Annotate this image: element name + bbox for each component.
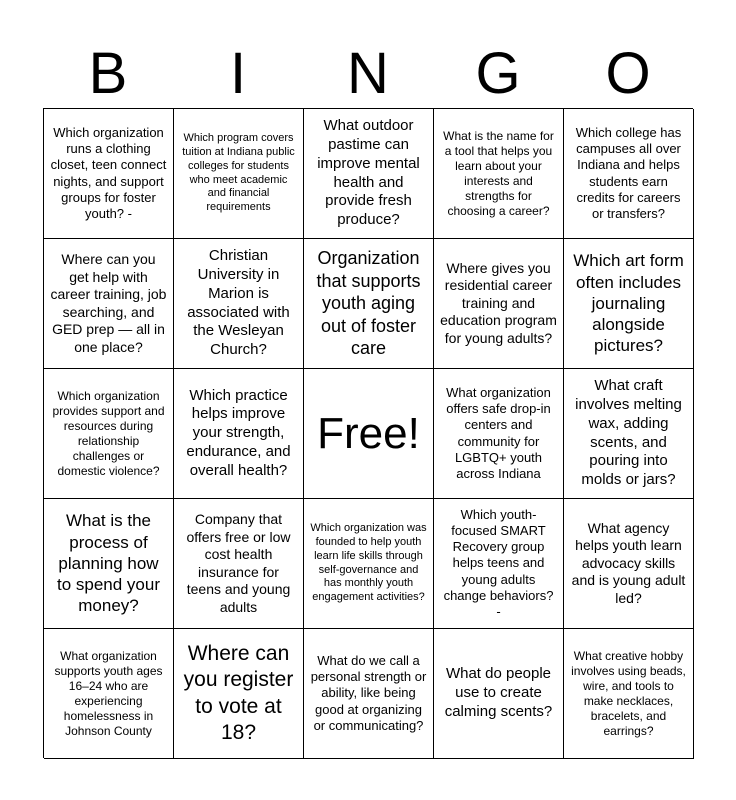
header-letter-n: N — [347, 41, 389, 106]
cell-text: Which organization provides support and resources during relationship challenges or domestic violence? — [52, 388, 165, 478]
cell-text: Which organization was founded to help youth learn life skills through self-governance and has monthly youth engagement activities? — [310, 522, 427, 603]
bingo-cell-r4c5[interactable] — [564, 499, 694, 629]
header-letter-g: G — [475, 41, 521, 106]
cell-text: Which art form often includes journaling alongside pictures? — [573, 251, 684, 356]
cell-text: Which practice helps improve your strength, endurance, and overall health? — [186, 386, 291, 479]
free-space-label: Free! — [317, 408, 420, 458]
bingo-cell-r5c3[interactable] — [304, 629, 434, 759]
cell-text: Which organization runs a clothing closet, teen connect nights, and support groups for foster youth? - — [50, 124, 167, 221]
cell-text: Which program covers tuition at Indiana public colleges for students who meet academic and financial requirements — [182, 132, 295, 213]
bingo-cell-r5c5[interactable] — [564, 629, 694, 759]
bingo-cell-r3c1[interactable] — [44, 369, 174, 499]
bingo-cell-r3c2[interactable] — [174, 369, 304, 499]
bingo-cell-r5c4[interactable] — [434, 629, 564, 759]
bingo-cell-r1c1[interactable] — [44, 109, 174, 239]
cell-text: What organization supports youth ages 16–24 who are experiencing homelessness in Johnson County — [54, 648, 163, 738]
cell-text: What craft involves melting wax, adding scents, and pouring into molds or jars? — [575, 377, 682, 488]
cell-text: Which youth-focused SMART Recovery group helps teens and young adults change behaviors? - — [443, 506, 554, 620]
bingo-cell-r2c1[interactable] — [44, 239, 174, 369]
bingo-cell-r5c1[interactable] — [44, 629, 174, 759]
bingo-cell-r2c3[interactable] — [304, 239, 434, 369]
bingo-cell-r5c2[interactable] — [174, 629, 304, 759]
bingo-cell-r1c2[interactable] — [174, 109, 304, 239]
cell-text: What creative hobby involves using beads, wire, and tools to make necklaces, bracelets, and earrings? — [571, 648, 686, 738]
cell-text: What outdoor pastime can improve mental health and provide fresh produce? — [317, 117, 420, 228]
cell-text: What is the name for a tool that helps you learn about your interests and strengths for choosing a career? — [443, 128, 554, 218]
cell-text: What do we call a personal strength or ability, like being good at organizing or communicating? — [310, 652, 427, 733]
bingo-cell-r3c5[interactable] — [564, 369, 694, 499]
cell-text: Organization that supports youth aging out of foster care — [316, 248, 421, 359]
bingo-cell-r4c4[interactable] — [434, 499, 564, 629]
bingo-cell-r4c3[interactable] — [304, 499, 434, 629]
bingo-header — [43, 40, 693, 108]
free-space-cell[interactable] — [304, 369, 434, 499]
bingo-cell-r4c1[interactable] — [44, 499, 174, 629]
cell-text: What organization offers safe drop-in centers and community for LGBTQ+ youth across Indiana — [446, 384, 551, 481]
bingo-cell-r4c2[interactable] — [174, 499, 304, 629]
cell-text: Where can you get help with career training, job searching, and GED prep — all in one place? — [50, 251, 167, 355]
cell-text: Where can you register to vote at 18? — [183, 642, 294, 744]
bingo-board — [43, 108, 693, 758]
bingo-cell-r1c5[interactable] — [564, 109, 694, 239]
bingo-cell-r2c2[interactable] — [174, 239, 304, 369]
cell-text: Company that offers free or low cost health insurance for teens and young adults — [186, 511, 291, 615]
cell-text: What is the process of planning how to spend your money? — [56, 511, 160, 616]
cell-text: Where gives you residential career training and education program for young adults? — [440, 259, 557, 346]
cell-text: What do people use to create calming scents? — [444, 665, 553, 720]
header-letter-o: O — [605, 41, 651, 106]
bingo-cell-r1c4[interactable] — [434, 109, 564, 239]
header-letter-b: B — [88, 41, 128, 106]
bingo-cell-r1c3[interactable] — [304, 109, 434, 239]
header-letter-i: I — [229, 41, 247, 106]
cell-text: Christian University in Marion is associated with the Wesleyan Church? — [187, 247, 290, 358]
bingo-cell-r2c4[interactable] — [434, 239, 564, 369]
bingo-cell-r3c4[interactable] — [434, 369, 564, 499]
cell-text: What agency helps youth learn advocacy skills and is young adult led? — [571, 519, 686, 606]
cell-text: Which college has campuses all over Indiana and helps students earn credits for careers or transfers? — [575, 124, 682, 221]
bingo-cell-r2c5[interactable] — [564, 239, 694, 369]
